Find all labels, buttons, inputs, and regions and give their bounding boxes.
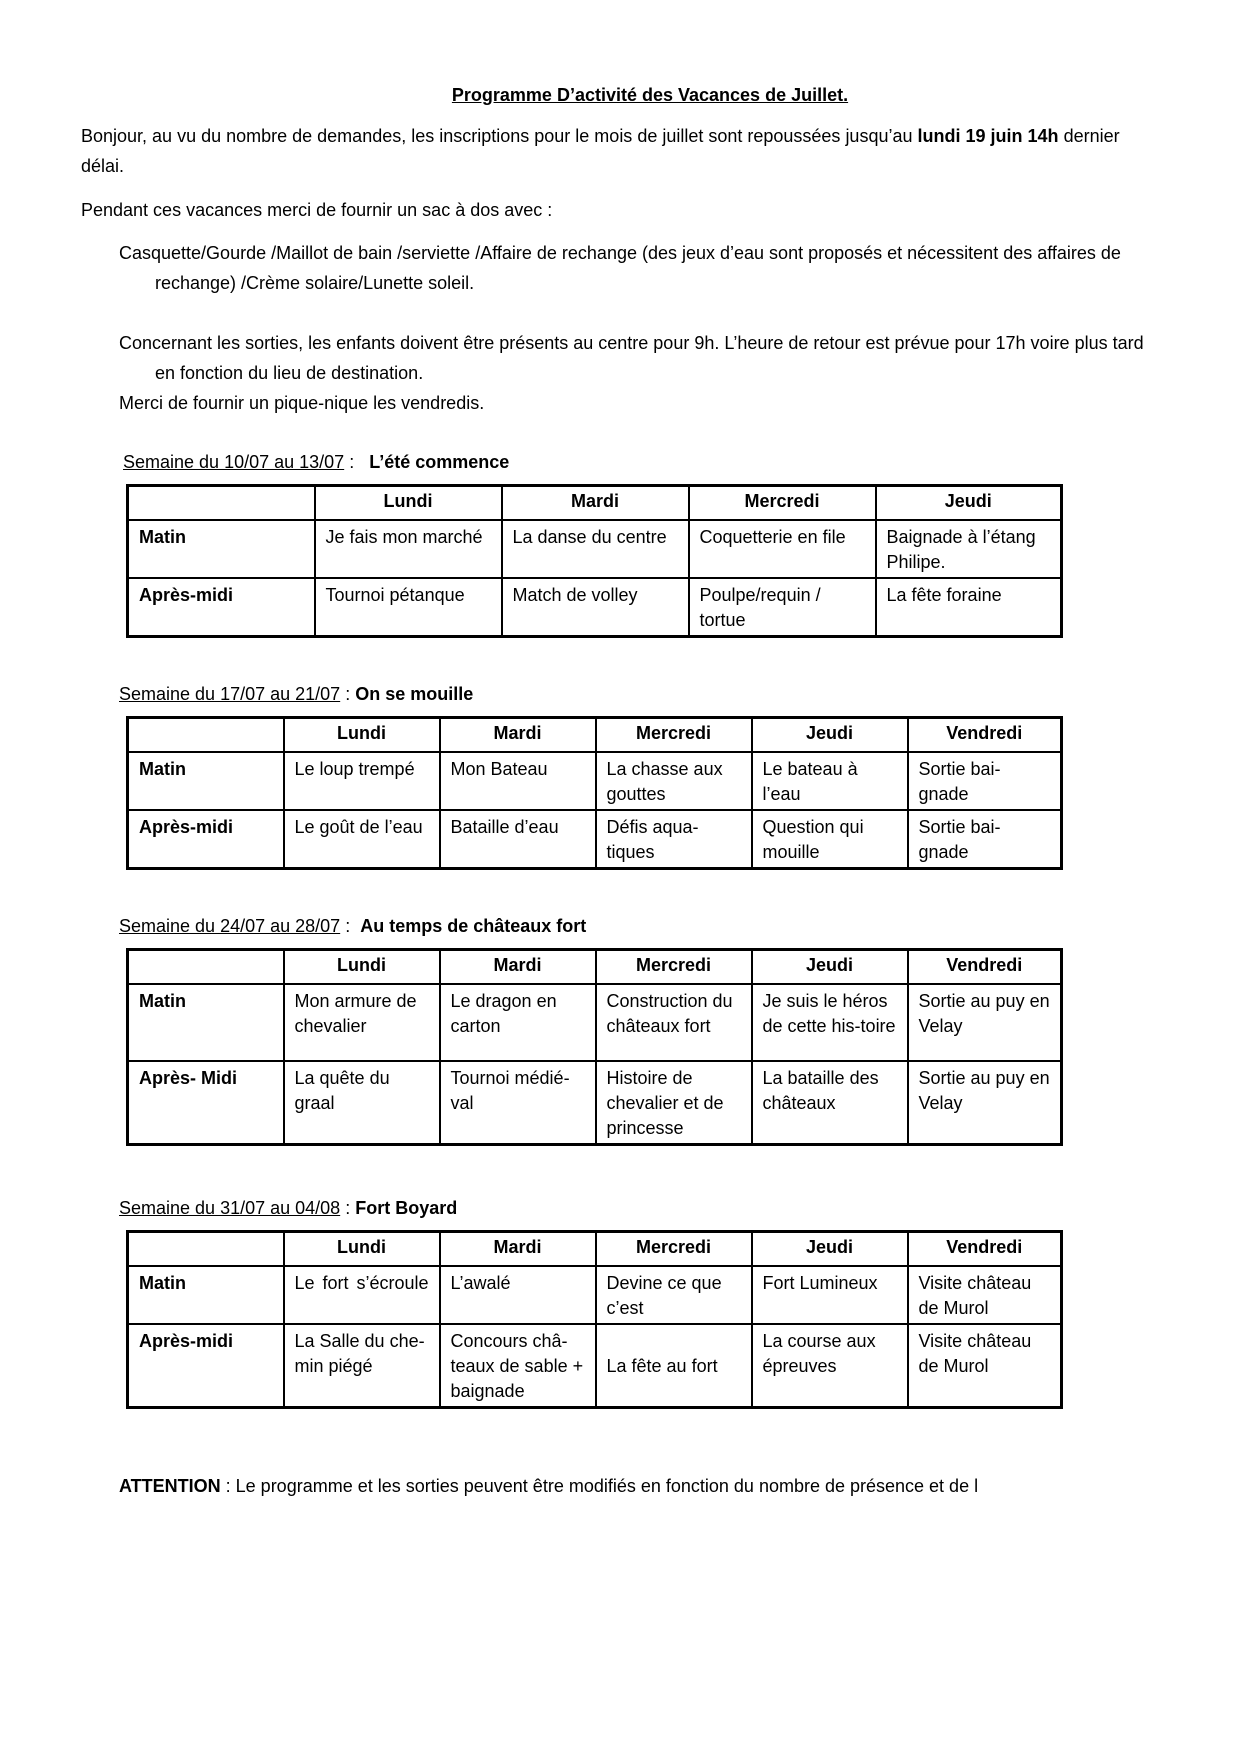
activity-cell: La chasse aux gouttes bbox=[596, 752, 752, 810]
activity-cell: La danse du centre bbox=[502, 520, 689, 578]
day-header: Jeudi bbox=[876, 486, 1062, 521]
activity-cell: Le loup trempé bbox=[284, 752, 440, 810]
activity-cell: Visite château de Murol bbox=[908, 1266, 1062, 1324]
activity-cell: Défis aqua-tiques bbox=[596, 810, 752, 869]
row-label: Matin bbox=[128, 1266, 284, 1324]
attention-label: ATTENTION bbox=[119, 1476, 221, 1496]
day-header: Vendredi bbox=[908, 950, 1062, 985]
week-theme: Fort Boyard bbox=[355, 1198, 458, 1218]
week-1-schedule-table bbox=[126, 484, 1063, 638]
table-row bbox=[128, 578, 1062, 637]
intro-line-2: délai. bbox=[81, 156, 125, 176]
activity-cell: La fête foraine bbox=[876, 578, 1062, 637]
day-header: Lundi bbox=[315, 486, 502, 521]
table-row bbox=[128, 810, 1062, 869]
activity-cell: Mon Bateau bbox=[440, 752, 596, 810]
activity-cell: Baignade à l’étang Philipe. bbox=[876, 520, 1062, 578]
activity-cell: Concours châ-teaux de sable + baignade bbox=[440, 1324, 596, 1408]
intro-line-1 bbox=[81, 122, 1120, 151]
day-header: Vendredi bbox=[908, 718, 1062, 753]
row-label: Matin bbox=[128, 984, 284, 1061]
week-4-heading: Semaine du 31/07 au 04/08 : Fort Boyard bbox=[119, 1198, 458, 1218]
activity-cell: Le bateau à l’eau bbox=[752, 752, 908, 810]
week-1-heading: Semaine du 10/07 au 13/07 : L’été commence bbox=[123, 452, 510, 472]
day-header: Mercredi bbox=[689, 486, 876, 521]
picnic-note: Merci de fournir un pique-nique les vendredis. bbox=[119, 393, 485, 413]
day-header: Vendredi bbox=[908, 1232, 1062, 1267]
intro-text-end: dernier bbox=[1063, 126, 1120, 146]
activity-cell: Histoire de chevalier et de princesse bbox=[596, 1061, 752, 1145]
activity-cell: Le goût de l’eau bbox=[284, 810, 440, 869]
day-header: Jeudi bbox=[752, 1232, 908, 1267]
row-label: Après-midi bbox=[128, 1324, 284, 1408]
activity-cell: Coquetterie en file bbox=[689, 520, 876, 578]
activity-cell: Devine ce que c’est bbox=[596, 1266, 752, 1324]
activity-cell: Visite château de Murol bbox=[908, 1324, 1062, 1408]
attention-note bbox=[119, 1472, 978, 1501]
activity-cell: Tournoi médié-val bbox=[440, 1061, 596, 1145]
activity-cell: Match de volley bbox=[502, 578, 689, 637]
day-header: Mercredi bbox=[596, 950, 752, 985]
activity-cell: Fort Lumineux bbox=[752, 1266, 908, 1324]
day-header: Mardi bbox=[440, 950, 596, 985]
table-row bbox=[128, 1324, 1062, 1408]
outings-line-2: en fonction du lieu de destination. bbox=[155, 363, 424, 383]
activity-cell: Tournoi pétanque bbox=[315, 578, 502, 637]
week-label: Semaine du 24/07 au 28/07 bbox=[119, 916, 341, 936]
week-label: Semaine du 31/07 au 04/08 bbox=[119, 1198, 341, 1218]
table-row bbox=[128, 984, 1062, 1061]
activity-cell: Construction du châteaux fort bbox=[596, 984, 752, 1061]
week-theme: On se mouille bbox=[355, 684, 474, 704]
table-header-row bbox=[128, 1232, 1062, 1267]
activity-cell: La Salle du che-min piégé bbox=[284, 1324, 440, 1408]
day-header: Jeudi bbox=[752, 950, 908, 985]
table-header-row bbox=[128, 486, 1062, 521]
corner-cell bbox=[128, 718, 284, 753]
week-theme: Au temps de châteaux fort bbox=[360, 916, 587, 936]
day-header: Jeudi bbox=[752, 718, 908, 753]
bag-list-line-2: rechange) /Crème solaire/Lunette soleil. bbox=[155, 273, 475, 293]
activity-cell: Le fort s’écroule bbox=[284, 1266, 440, 1324]
intro-text: Bonjour, au vu du nombre de demandes, les inscriptions pour le mois de juillet sont repoussées jusqu’au bbox=[81, 126, 913, 146]
activity-cell: La quête du graal bbox=[284, 1061, 440, 1145]
activity-cell: Poulpe/requin / tortue bbox=[689, 578, 876, 637]
week-label: Semaine du 10/07 au 13/07 bbox=[123, 452, 345, 472]
activity-cell: Question qui mouille bbox=[752, 810, 908, 869]
day-header: Lundi bbox=[284, 718, 440, 753]
corner-cell bbox=[128, 1232, 284, 1267]
deadline-text: lundi 19 juin 14h bbox=[917, 126, 1059, 146]
table-row bbox=[128, 520, 1062, 578]
table-row bbox=[128, 752, 1062, 810]
activity-cell: Sortie au puy en Velay bbox=[908, 984, 1062, 1061]
table-header-row bbox=[128, 718, 1062, 753]
page-title: Programme D’activité des Vacances de Juillet. bbox=[451, 85, 849, 105]
activity-cell: Je fais mon marché bbox=[315, 520, 502, 578]
outings-line-1: Concernant les sorties, les enfants doivent être présents au centre pour 9h. L’heure de retour est prévue pour 17h voire plus tard bbox=[119, 333, 1144, 353]
activity-cell: Sortie au puy en Velay bbox=[908, 1061, 1062, 1145]
activity-cell: Le dragon en carton bbox=[440, 984, 596, 1061]
table-row bbox=[128, 1266, 1062, 1324]
activity-cell: Mon armure de chevalier bbox=[284, 984, 440, 1061]
corner-cell bbox=[128, 486, 315, 521]
activity-cell: Je suis le héros de cette his-toire bbox=[752, 984, 908, 1061]
day-header: Lundi bbox=[284, 950, 440, 985]
week-3-heading: Semaine du 24/07 au 28/07 : Au temps de châteaux fort bbox=[119, 916, 587, 936]
attention-text: : Le programme et les sorties peuvent être modifiés en fonction du nombre de présence et de l bbox=[220, 1476, 979, 1496]
day-header: Mardi bbox=[502, 486, 689, 521]
activity-cell: La fête au fort bbox=[596, 1324, 752, 1408]
corner-cell bbox=[128, 950, 284, 985]
bag-list-line-1: Casquette/Gourde /Maillot de bain /serviette /Affaire de rechange (des jeux d’eau sont proposés et nécessitent des affaires de bbox=[119, 243, 1121, 263]
bag-intro: Pendant ces vacances merci de fournir un sac à dos avec : bbox=[81, 200, 553, 220]
day-header: Mercredi bbox=[596, 1232, 752, 1267]
row-label: Après-midi bbox=[128, 810, 284, 869]
week-4-schedule-table bbox=[126, 1230, 1063, 1409]
day-header: Mardi bbox=[440, 1232, 596, 1267]
week-2-schedule-table bbox=[126, 716, 1063, 870]
week-label: Semaine du 17/07 au 21/07 bbox=[119, 684, 341, 704]
day-header: Lundi bbox=[284, 1232, 440, 1267]
activity-cell: Sortie bai-gnade bbox=[908, 810, 1062, 869]
table-header-row bbox=[128, 950, 1062, 985]
week-theme: L’été commence bbox=[369, 452, 510, 472]
activity-cell: L’awalé bbox=[440, 1266, 596, 1324]
week-3-schedule-table bbox=[126, 948, 1063, 1146]
activity-cell: Bataille d’eau bbox=[440, 810, 596, 869]
activity-cell: Sortie bai-gnade bbox=[908, 752, 1062, 810]
day-header: Mardi bbox=[440, 718, 596, 753]
activity-cell: La bataille des châteaux bbox=[752, 1061, 908, 1145]
row-label: Matin bbox=[128, 520, 315, 578]
activity-cell: La course aux épreuves bbox=[752, 1324, 908, 1408]
row-label: Après-midi bbox=[128, 578, 315, 637]
week-2-heading: Semaine du 17/07 au 21/07 : On se mouille bbox=[119, 684, 474, 704]
row-label: Après- Midi bbox=[128, 1061, 284, 1145]
row-label: Matin bbox=[128, 752, 284, 810]
table-row bbox=[128, 1061, 1062, 1145]
day-header: Mercredi bbox=[596, 718, 752, 753]
